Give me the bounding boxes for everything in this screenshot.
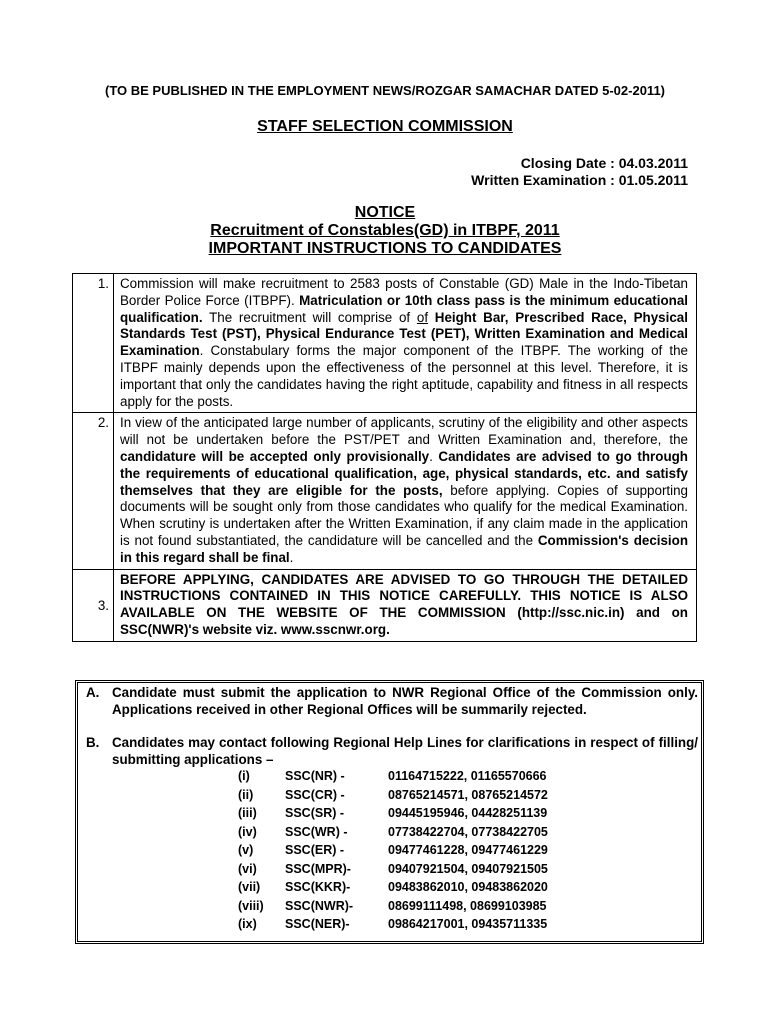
item-text — [114, 413, 697, 569]
helpline-roman: (viii) — [238, 898, 264, 913]
table-row — [73, 569, 697, 641]
table-row — [73, 274, 697, 413]
helpline-row — [238, 843, 658, 862]
helpline-roman: (vii) — [238, 880, 261, 894]
written-exam-date: Written Examination : 01.05.2011 — [471, 172, 688, 188]
helpline-phones: 07738422704, 07738422705 — [388, 824, 548, 839]
instruction-b — [86, 735, 698, 769]
helpline-list — [238, 769, 658, 939]
text-run: . — [429, 448, 439, 464]
notice-heading: NOTICE — [354, 204, 416, 221]
helpline-row — [238, 880, 658, 899]
text-run: BEFORE APPLYING, CANDIDATES ARE ADVISED TO GO THROUGH THE DETAILED INSTRUCTIONS CONTAINED IN THIS NOTICE CAREFULLY. THIS NOTICE IS ALSO AVAILABLE ON THE WEBSITE OF THE COMMISSION (http://ssc.nic.in) and on SSC(NWR)'s website viz. www.sscnwr.org. — [120, 571, 688, 637]
item-number: 3. — [73, 569, 114, 641]
helpline-phones: 01164715222, 01165570666 — [388, 769, 547, 783]
helpline-phones: 08699111498, 08699103985 — [388, 898, 547, 913]
table-row — [73, 413, 697, 569]
helpline-phones: 09483862010, 09483862020 — [388, 880, 548, 894]
helpline-region: SSC(WR) - — [285, 824, 348, 839]
regional-office-box — [75, 680, 704, 944]
item-text — [114, 274, 697, 413]
helpline-row — [238, 917, 658, 936]
instructions-table — [72, 273, 697, 642]
helpline-region: SSC(ER) - — [285, 843, 345, 857]
helpline-roman: (i) — [238, 769, 250, 783]
helpline-row — [238, 788, 658, 807]
helpline-roman: (iii) — [238, 806, 257, 820]
item-number: 1. — [73, 274, 114, 413]
recruitment-heading: Recruitment of Constables(GD) in ITBPF, 2011 — [210, 222, 560, 239]
helpline-phones: 09477461228, 09477461229 — [388, 843, 548, 857]
org-title: STAFF SELECTION COMMISSION — [257, 118, 513, 135]
text-run: Candidates are advised to go through the requirements of educational qualification, age, physical standards, etc. and satisfy themselves that they are eligible for the posts, — [120, 448, 688, 498]
helpline-row — [238, 862, 658, 881]
instruction-b-text: Candidates may contact following Regional Help Lines for clarifications in respect of filling/ submitting applications – — [112, 735, 698, 767]
text-run: Commission will make recruitment to 2583 posts of Constable (GD) Male in the Indo-Tibetan Border Police Force (ITBPF). — [120, 276, 688, 308]
helpline-roman: (ii) — [238, 787, 254, 802]
item-number: 2. — [73, 413, 114, 569]
helpline-roman: (v) — [238, 843, 254, 857]
helpline-phones: 09864217001, 09435711335 — [388, 917, 548, 931]
helpline-region: SSC(SR) - — [285, 806, 345, 820]
helpline-region: SSC(MPR)- — [285, 861, 351, 876]
instruction-a — [86, 685, 698, 719]
text-run: before applying. Copies of supporting documents will be sought only from those candidates who qualify for the medical Examination. When scrutiny is undertaken after the Written Examination, if any claim made in the application is not found substantiated, the candidature will be cancelled and the — [120, 482, 688, 548]
text-run: The recruitment will comprise of — [202, 309, 417, 325]
helpline-row — [238, 825, 658, 844]
closing-date: Closing Date : 04.03.2011 — [520, 155, 688, 171]
instruction-b-label: B. — [86, 735, 100, 750]
helpline-phones: 09407921504, 09407921505 — [388, 861, 548, 876]
text-run: . Constabulary forms the major component of the ITBPF. The working of the ITBPF mainly depends upon the effectiveness of the personnel at this level. Therefore, it is important that only the candidates having the right aptitude, capability and fitness in all respects apply for the posts. — [120, 343, 688, 409]
publication-note: (TO BE PUBLISHED IN THE EMPLOYMENT NEWS/ROZGAR SAMACHAR DATED 5-02-2011) — [104, 83, 665, 98]
instructions-heading: IMPORTANT INSTRUCTIONS TO CANDIDATES — [208, 240, 562, 257]
instruction-a-label: A. — [86, 685, 100, 700]
helpline-region: SSC(NWR)- — [285, 898, 354, 913]
text-run — [428, 310, 435, 325]
helpline-row — [238, 899, 658, 918]
item-text — [114, 569, 697, 641]
helpline-region: SSC(NR) - — [285, 769, 345, 783]
instruction-a-text: Candidate must submit the application to NWR Regional Office of the Commission only. Applications received in other Regional Offices will be summarily rejected. — [112, 685, 698, 717]
helpline-row — [238, 806, 658, 825]
helpline-roman: (vi) — [238, 861, 257, 876]
helpline-phones: 09445195946, 04428251139 — [388, 806, 548, 820]
helpline-region: SSC(CR) - — [285, 787, 345, 802]
text-run: . — [289, 549, 294, 565]
text-run: Matriculation or 10th class pass is the minimum educational qualification. — [120, 292, 688, 325]
helpline-row — [238, 769, 658, 788]
helpline-phones: 08765214571, 08765214572 — [388, 787, 548, 802]
text-run: of — [416, 309, 429, 325]
text-run: Commission's decision in this regard shall be final — [120, 532, 689, 565]
helpline-roman: (ix) — [238, 917, 257, 931]
helpline-region: SSC(KKR)- — [285, 880, 351, 894]
text-run: In view of the anticipated large number of applicants, scrutiny of the eligibility and other aspects will not be undertaken before the PST/PET and Written Examination and, therefore, the — [120, 415, 688, 448]
helpline-region: SSC(NER)- — [285, 917, 350, 931]
text-run: candidature will be accepted only provisionally — [120, 448, 430, 464]
text-run: Height Bar, Prescribed Race, Physical Standards Test (PST), Physical Endurance Test (PET), Written Examination and Medical Examination — [120, 309, 688, 359]
helpline-roman: (iv) — [238, 824, 257, 839]
